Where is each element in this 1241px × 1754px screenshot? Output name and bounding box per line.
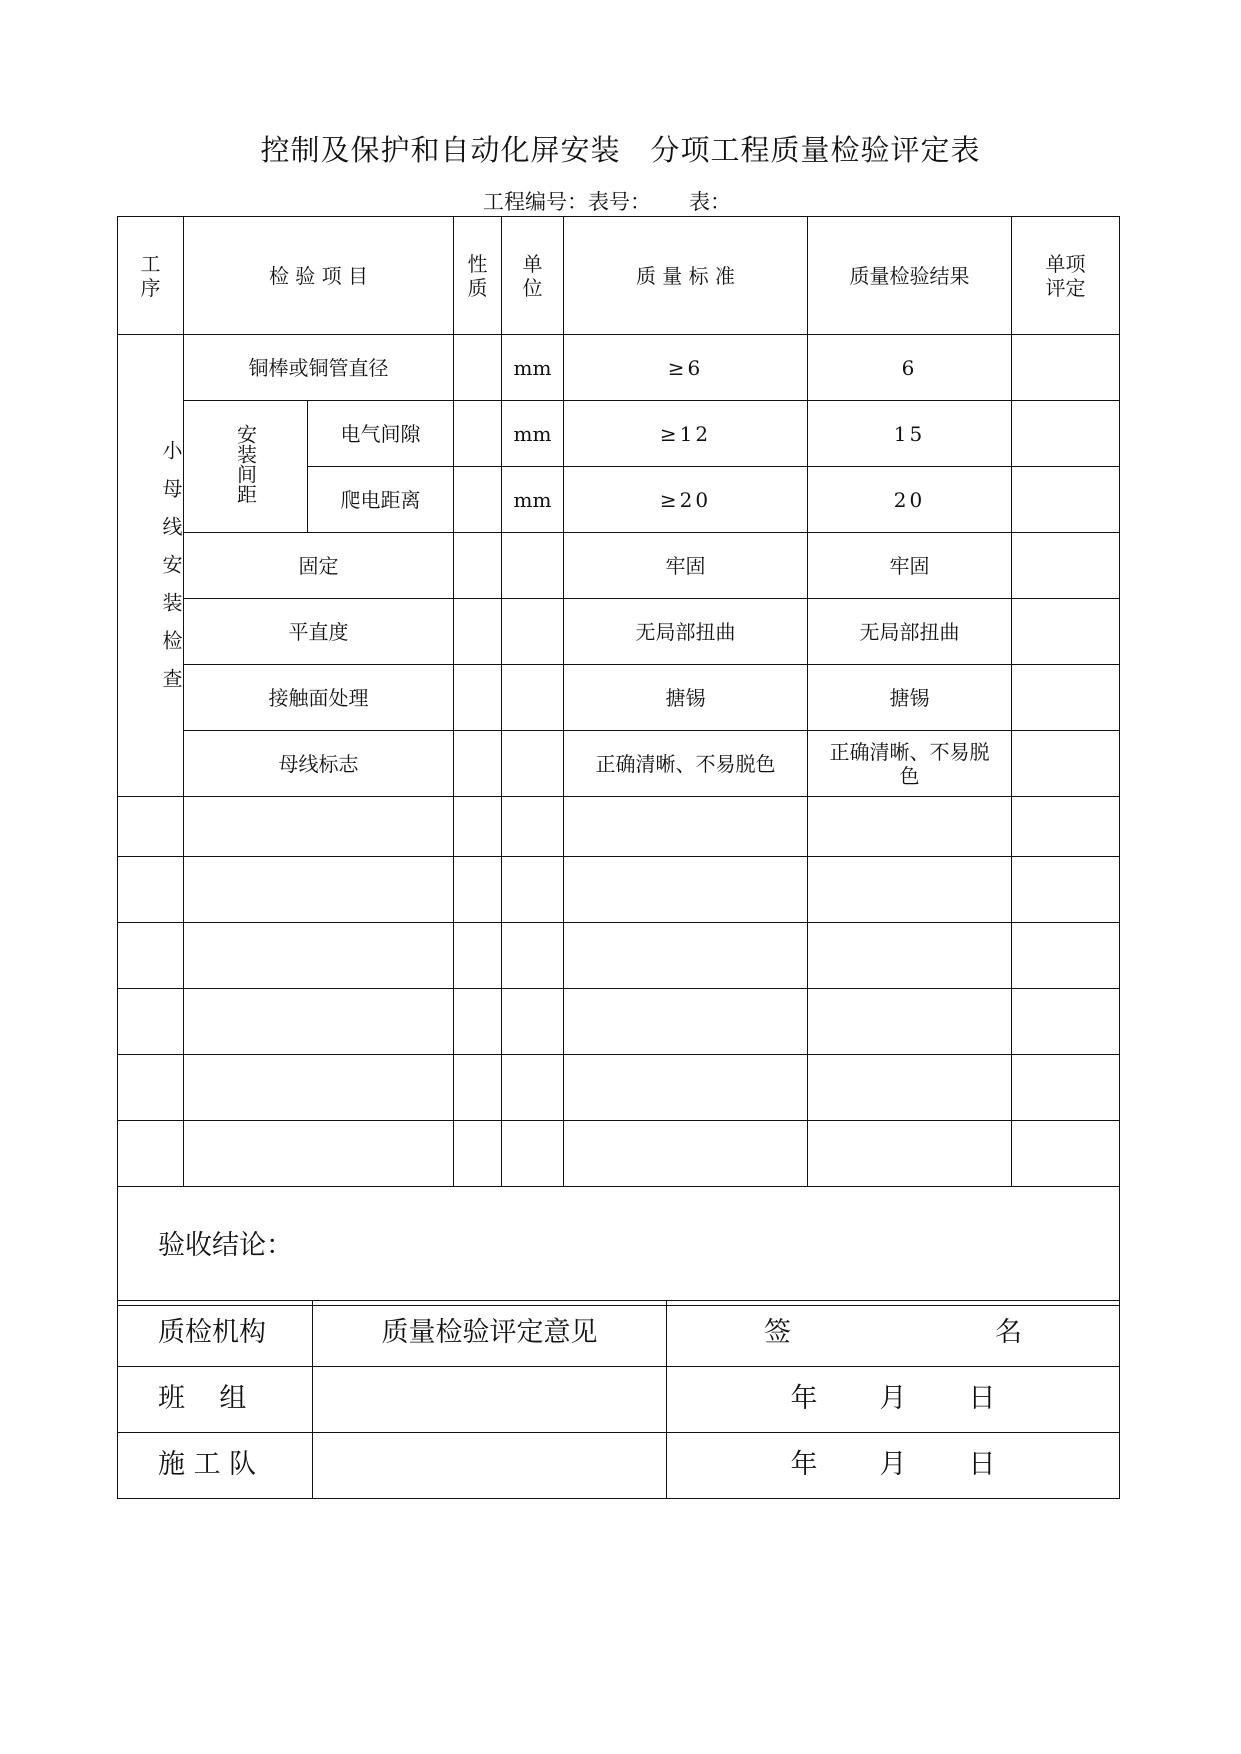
date-cell: 年 月 日 [667,1433,1120,1499]
item-cell: 固定 [184,533,454,599]
unit-cell: mm [502,401,564,467]
blank-row [118,797,1120,857]
nature-cell [454,335,502,401]
form-label: 表： [689,190,731,214]
standard-cell: ≥6 [564,335,808,401]
header-process: 工 序 [118,217,184,335]
item-cell: 平直度 [184,599,454,665]
signoff-row [118,1367,1120,1433]
result-cell: 15 [808,401,1012,467]
inspection-table [117,216,1120,1306]
rating-cell [1012,533,1120,599]
header-unit: 单 位 [502,217,564,335]
signature-header: 签 名 [667,1301,1120,1367]
result-cell: 牢固 [808,533,1012,599]
title-part1: 控制及保护和自动化屏安装 [260,133,621,167]
blank-row [118,857,1120,923]
unit-cell [502,599,564,665]
unit-cell [502,665,564,731]
result-cell: 20 [808,467,1012,533]
nature-cell [454,665,502,731]
unit-cell [502,731,564,797]
unit-cell: mm [502,467,564,533]
nature-cell [454,467,502,533]
item-cell: 铜棒或铜管直径 [184,335,454,401]
blank-row [118,923,1120,989]
blank-row [118,1055,1120,1121]
rating-cell [1012,599,1120,665]
process-cell: 小母线安装检查 [118,335,184,797]
rating-cell [1012,731,1120,797]
nature-cell [454,731,502,797]
header-row [118,217,1120,335]
table-row [118,401,1120,467]
org-cell: 施 工 队 [118,1433,313,1499]
result-cell: 正确清晰、不易脱色 [808,731,1012,797]
conclusion-label: 验收结论： [118,1187,1120,1306]
signoff-table [117,1300,1120,1499]
result-cell: 无局部扭曲 [808,599,1012,665]
table-row [118,665,1120,731]
signoff-header-row [118,1301,1120,1367]
table-row [118,533,1120,599]
qc-opinion-header: 质量检验评定意见 [313,1301,667,1367]
form-title [0,128,1241,169]
standard-cell: 正确清晰、不易脱色 [564,731,808,797]
spacing-group-cell [184,401,308,533]
standard-cell: ≥20 [564,467,808,533]
unit-cell: mm [502,335,564,401]
standard-cell: 牢固 [564,533,808,599]
table-row [118,335,1120,401]
qc-org-header: 质检机构 [118,1301,313,1367]
unit-cell [502,533,564,599]
rating-cell [1012,401,1120,467]
date-cell: 年 月 日 [667,1367,1120,1433]
standard-cell: 搪锡 [564,665,808,731]
item-cell: 爬电距离 [308,467,454,533]
rating-cell [1012,467,1120,533]
result-cell: 搪锡 [808,665,1012,731]
standard-cell: 无局部扭曲 [564,599,808,665]
form-subtitle [483,186,731,216]
rating-cell [1012,665,1120,731]
spacing-group-label: 安装间距 [233,424,258,504]
nature-cell [454,401,502,467]
table-row [118,731,1120,797]
signoff-row [118,1433,1120,1499]
item-cell: 母线标志 [184,731,454,797]
header-standard: 质 量 标 准 [564,217,808,335]
org-cell: 班 组 [118,1367,313,1433]
opinion-cell [313,1367,667,1433]
result-cell: 6 [808,335,1012,401]
blank-row [118,989,1120,1055]
item-cell: 电气间隙 [308,401,454,467]
header-nature: 性 质 [454,217,502,335]
table-row [118,599,1120,665]
rating-cell [1012,335,1120,401]
opinion-cell [313,1433,667,1499]
conclusion-row [118,1187,1120,1306]
standard-cell: ≥12 [564,401,808,467]
header-rating: 单项 评定 [1012,217,1120,335]
project-number-label: 工程编号： [483,190,588,214]
nature-cell [454,533,502,599]
nature-cell [454,599,502,665]
header-result: 质量检验结果 [808,217,1012,335]
item-cell: 接触面处理 [184,665,454,731]
form-number-label: 表号： [588,190,651,214]
header-item: 检 验 项 目 [184,217,454,335]
title-part2: 分项工程质量检验评定表 [650,133,981,167]
blank-row [118,1121,1120,1187]
